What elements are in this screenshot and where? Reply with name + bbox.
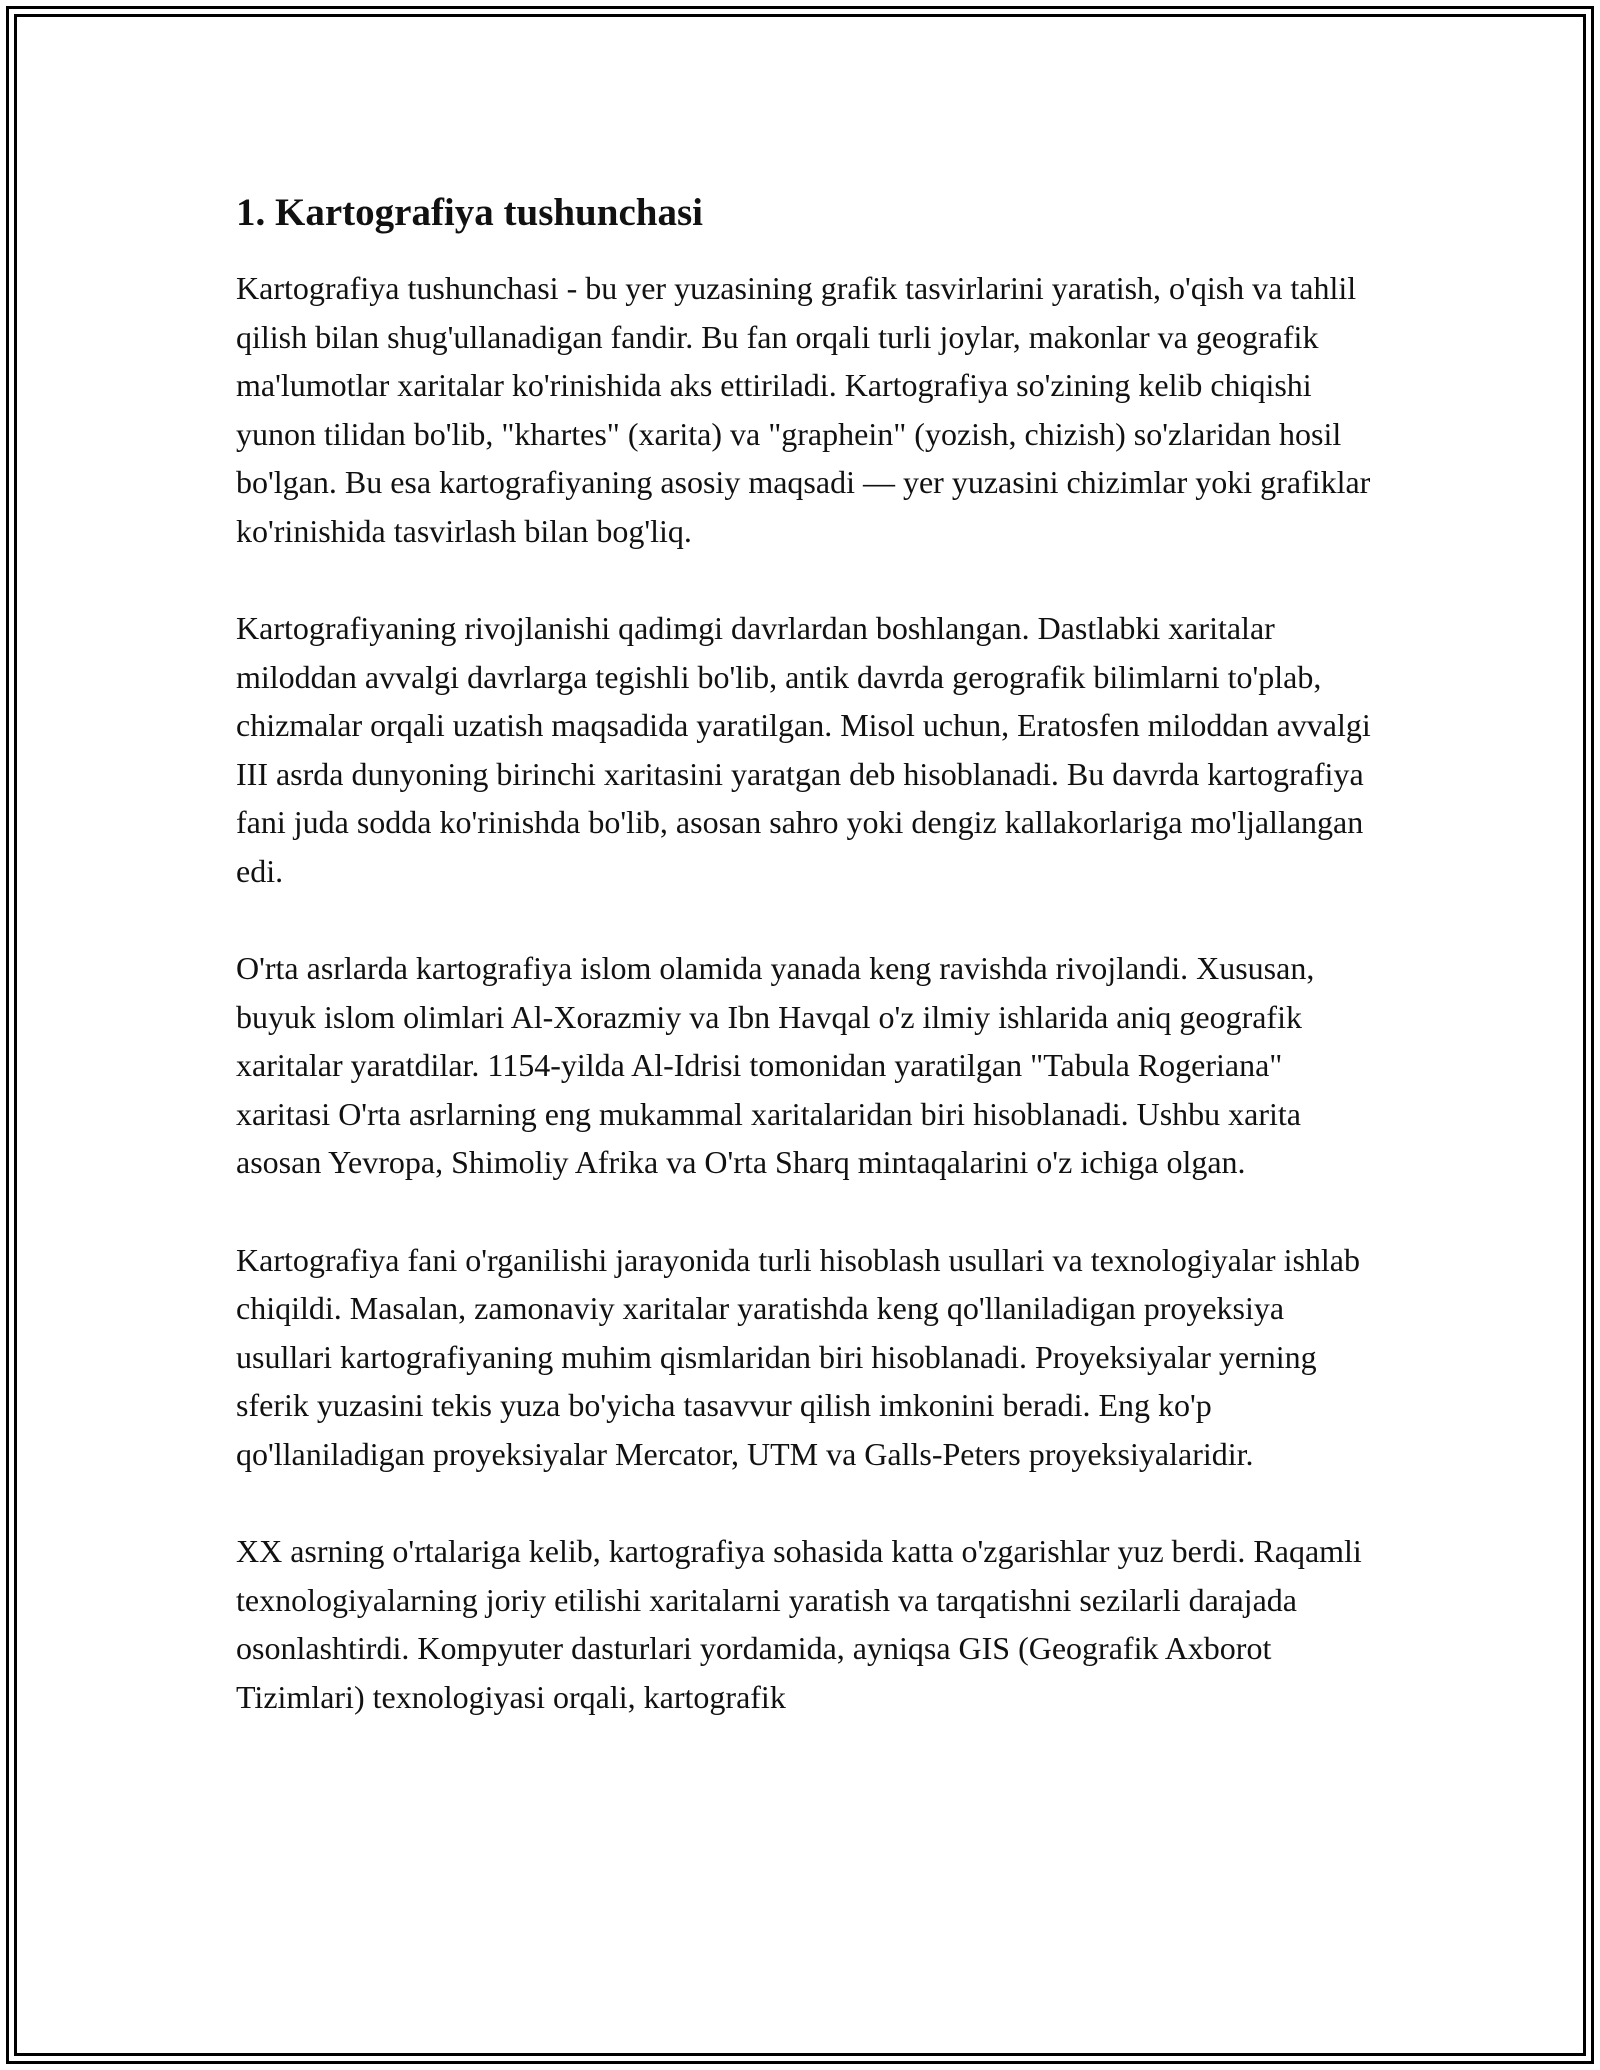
paragraph-definition: Kartografiya tushunchasi - bu yer yuzasining grafik tasvirlarini yaratish, o'qish va tahlil qilish bilan shug'ullanadigan fandir. Bu fan orqali turli joylar, makonlar va geografik ma'lumotlar xaritalar ko'rinishida aks ettiriladi. Kartografiya so'zining kelib chiqishi yunon tilidan bo'lib, "khartes" (xarita) va "graphein" (yozish, chizish) so'zlaridan hosil bo'lgan. Bu esa kartografiyaning asosiy maqsadi — yer yuzasini chizimlar yoki grafiklar ko'rinishida tasvirlash bilan bog'liq. bbox=[236, 270, 1371, 549]
section-heading: 1. Kartografiya tushunchasi bbox=[236, 191, 703, 234]
paragraph-ancient-history: Kartografiyaning rivojlanishi qadimgi davrlardan boshlangan. Dastlabki xaritalar miloddan avvalgi davrlarga tegishli bo'lib, antik davrda gerografik bilimlarni to'plab, chizmalar orqali uzatish maqsadida yaratilgan. Misol uchun, Eratosfen miloddan avvalgi III asrda dunyoning birinchi xaritasini yaratgan deb hisoblanadi. Bu davrda kartografiya fani juda sodda ko'rinishda bo'lib, asosan sahro yoki dengiz kallakorlariga mo'ljallangan edi. bbox=[236, 610, 1371, 889]
document-body bbox=[236, 186, 1376, 1770]
paragraph-projections: Kartografiya fani o'rganilishi jarayonida turli hisoblash usullari va texnologiyalar ishlab chiqildi. Masalan, zamonaviy xaritalar yaratishda keng qo'llaniladigan proyeksiya usullari kartografiyaning muhim qismlaridan biri hisoblanadi. Proyeksiyalar yerning sferik yuzasini tekis yuza bo'yicha tasavvur qilish imkonini beradi. Eng ko'p qo'llaniladigan proyeksiyalar Mercator, UTM va Galls-Peters proyeksiyalaridir. bbox=[236, 1241, 1360, 1472]
paragraph-middle-ages: O'rta asrlarda kartografiya islom olamida yanada keng ravishda rivojlandi. Xususan, buyuk islom olimlari Al-Xorazmiy va Ibn Havqal o'z ilmiy ishlarida aniq geografik xaritalar yaratdilar. 1154-yilda Al-Idrisi tomonidan yaratilgan "Tabula Rogeriana" xaritasi O'rta asrlarning eng mukammal xaritalaridan biri hisoblanadi. Ushbu xarita asosan Yevropa, Shimoliy Afrika va O'rta Sharq mintaqalarini o'z ichiga olgan. bbox=[236, 950, 1315, 1180]
paragraph-digital-era: XX asrning o'rtalariga kelib, kartografiya sohasida katta o'zgarishlar yuz berdi. Raqamli texnologiyalarning joriy etilishi xaritalarni yaratish va tarqatishni sezilarli darajada osonlashtirdi. Kompyuter dasturlari yordamida, ayniqsa GIS (Geografik Axborot Tizimlari) texnologiyasi orqali, kartografik bbox=[236, 1533, 1362, 1715]
